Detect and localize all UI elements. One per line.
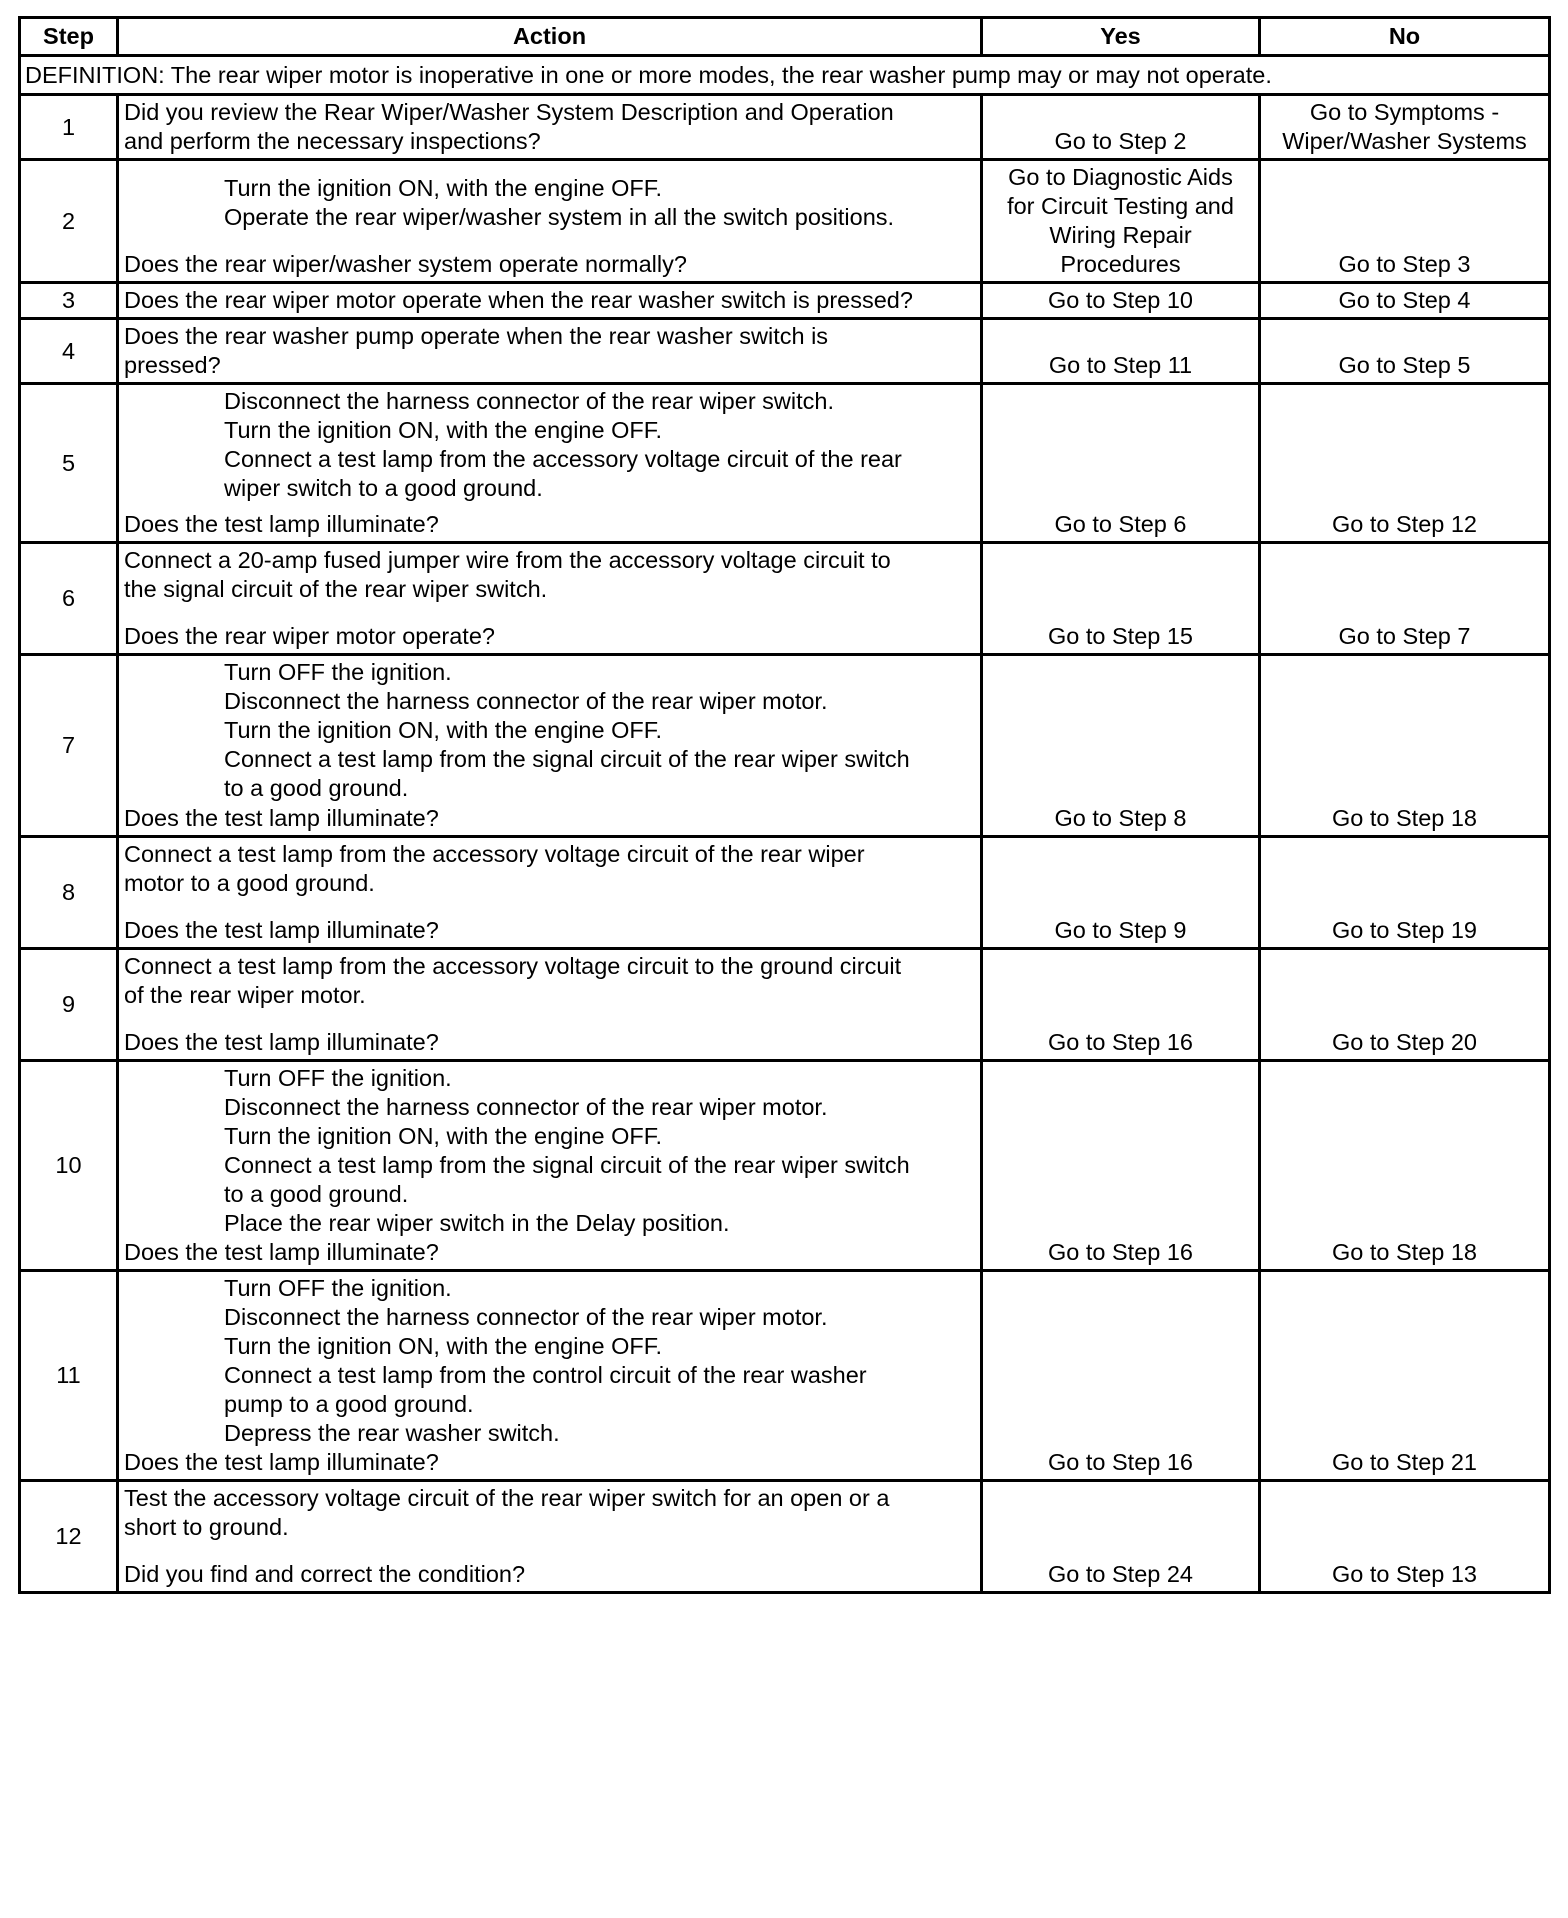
action-cell <box>118 655 982 837</box>
action-intro-line: motor to a good ground. <box>124 870 375 896</box>
yes-outcome-line: Go to Step 16 <box>1047 1449 1194 1475</box>
header-step: Step <box>20 18 118 56</box>
action-instruction-line: Disconnect the harness connector of the rear wiper motor. <box>224 688 828 714</box>
action-instruction-line: wiper switch to a good ground. <box>224 475 543 501</box>
no-cell <box>1260 319 1550 384</box>
table-row <box>20 384 1550 543</box>
table-row <box>20 1481 1550 1593</box>
yes-cell <box>982 319 1260 384</box>
yes-cell <box>982 837 1260 949</box>
table-row <box>20 655 1550 837</box>
action-instruction-line: Disconnect the harness connector of the rear wiper motor. <box>224 1094 828 1120</box>
yes-outcome-line: Go to Step 2 <box>1054 128 1187 154</box>
action-instruction-line: Disconnect the harness connector of the rear wiper motor. <box>224 1304 828 1330</box>
action-instruction-line: Turn the ignition ON, with the engine OFF. <box>224 717 663 743</box>
action-instruction-line: Depress the rear washer switch. <box>224 1420 560 1446</box>
action-intro-line: Connect a 20-amp fused jumper wire from the accessory voltage circuit to <box>124 547 891 573</box>
yes-cell <box>982 543 1260 655</box>
action-intro-line: the signal circuit of the rear wiper switch. <box>124 576 548 602</box>
action-instruction-line: Disconnect the harness connector of the rear wiper switch. <box>224 388 834 414</box>
action-instruction-line: Turn OFF the ignition. <box>224 1065 452 1091</box>
yes-cell <box>982 1481 1260 1593</box>
no-outcome-line: Go to Step 7 <box>1338 623 1471 649</box>
yes-cell <box>982 1061 1260 1271</box>
no-outcome-line: Go to Symptoms - <box>1309 99 1500 125</box>
header-yes: Yes <box>982 18 1260 56</box>
step-number: 4 <box>20 319 118 384</box>
step-number: 6 <box>20 543 118 655</box>
yes-cell <box>982 384 1260 543</box>
action-question: Does the rear wiper motor operate? <box>124 623 495 649</box>
action-question: Does the test lamp illuminate? <box>124 917 439 943</box>
action-question: Does the test lamp illuminate? <box>124 1449 439 1475</box>
no-outcome-line: Go to Step 12 <box>1331 511 1478 537</box>
yes-outcome-line: Go to Diagnostic Aids <box>1008 164 1233 190</box>
action-intro-line: of the rear wiper motor. <box>124 982 366 1008</box>
action-instruction-line: to a good ground. <box>224 775 409 801</box>
step-number: 5 <box>20 384 118 543</box>
table-row <box>20 319 1550 384</box>
action-question: Does the test lamp illuminate? <box>124 511 439 537</box>
action-question: Does the rear wiper motor operate when the rear washer switch is pressed? <box>124 287 913 313</box>
yes-outcome-line: Go to Step 10 <box>1047 287 1194 313</box>
table-row <box>20 543 1550 655</box>
no-outcome-line: Go to Step 3 <box>1338 251 1471 277</box>
no-outcome-line: Go to Step 20 <box>1331 1029 1478 1055</box>
yes-outcome-line: for Circuit Testing and <box>1007 193 1234 219</box>
table-row <box>20 95 1550 160</box>
action-cell <box>118 1061 982 1271</box>
action-instruction-line: Turn the ignition ON, with the engine OFF. <box>224 1333 663 1359</box>
action-instruction-line: pump to a good ground. <box>224 1391 474 1417</box>
step-number: 10 <box>20 1061 118 1271</box>
step-number: 12 <box>20 1481 118 1593</box>
step-number: 1 <box>20 95 118 160</box>
action-cell <box>118 319 982 384</box>
table-row <box>20 837 1550 949</box>
action-instruction-line: to a good ground. <box>224 1181 409 1207</box>
action-instruction-line: Turn the ignition ON, with the engine OFF. <box>224 175 663 201</box>
step-number: 9 <box>20 949 118 1061</box>
no-cell <box>1260 384 1550 543</box>
header-row <box>20 18 1550 56</box>
no-cell <box>1260 283 1550 319</box>
action-cell <box>118 283 982 319</box>
table-row <box>20 1271 1550 1481</box>
step-number: 3 <box>20 283 118 319</box>
yes-outcome-line: Go to Step 16 <box>1047 1029 1194 1055</box>
action-intro-line: and perform the necessary inspections? <box>124 128 541 154</box>
yes-cell <box>982 160 1260 283</box>
action-instruction-line: Operate the rear wiper/washer system in all the switch positions. <box>224 204 895 230</box>
diagnostic-table <box>18 16 1551 1594</box>
action-instruction-line: Turn OFF the ignition. <box>224 659 452 685</box>
step-number: 11 <box>20 1271 118 1481</box>
definition-row <box>20 56 1550 95</box>
action-instruction-line: Place the rear wiper switch in the Delay position. <box>224 1210 730 1236</box>
action-instruction-line: Turn OFF the ignition. <box>224 1275 452 1301</box>
step-number: 7 <box>20 655 118 837</box>
no-outcome-line: Go to Step 5 <box>1338 352 1471 378</box>
action-instruction-line: Connect a test lamp from the control circuit of the rear washer <box>224 1362 867 1388</box>
table-row <box>20 160 1550 283</box>
action-instruction-line: Turn the ignition ON, with the engine OFF. <box>224 1123 663 1149</box>
no-outcome-line: Go to Step 13 <box>1331 1561 1478 1587</box>
yes-outcome-line: Procedures <box>1060 251 1181 277</box>
yes-cell <box>982 1271 1260 1481</box>
definition-text: DEFINITION: The rear wiper motor is inoperative in one or more modes, the rear washer pump may or may not operate. <box>20 56 1550 95</box>
diagnostic-table-container <box>18 16 1548 1594</box>
no-cell <box>1260 1481 1550 1593</box>
action-cell <box>118 1271 982 1481</box>
action-cell <box>118 160 982 283</box>
action-instruction-line: Connect a test lamp from the accessory voltage circuit of the rear <box>224 446 902 472</box>
action-cell <box>118 1481 982 1593</box>
action-instruction-line: Turn the ignition ON, with the engine OFF. <box>224 417 663 443</box>
no-outcome-line: Go to Step 21 <box>1331 1449 1478 1475</box>
action-cell <box>118 95 982 160</box>
action-cell <box>118 949 982 1061</box>
no-outcome-line: Go to Step 4 <box>1338 287 1471 313</box>
header-no: No <box>1260 18 1550 56</box>
table-row <box>20 283 1550 319</box>
action-cell <box>118 837 982 949</box>
no-cell <box>1260 655 1550 837</box>
action-question: Does the test lamp illuminate? <box>124 1239 439 1265</box>
action-intro-line: Connect a test lamp from the accessory voltage circuit to the ground circuit <box>124 953 902 979</box>
no-outcome-line: Wiper/Washer Systems <box>1282 128 1527 154</box>
action-intro-line: Does the rear washer pump operate when the rear washer switch is <box>124 323 829 349</box>
no-outcome-line: Go to Step 18 <box>1331 1239 1478 1265</box>
yes-outcome-line: Go to Step 15 <box>1047 623 1194 649</box>
yes-outcome-line: Go to Step 8 <box>1054 805 1187 831</box>
no-cell <box>1260 95 1550 160</box>
action-instruction-line: Connect a test lamp from the signal circuit of the rear wiper switch <box>224 746 910 772</box>
step-number: 2 <box>20 160 118 283</box>
action-intro-line: Test the accessory voltage circuit of the rear wiper switch for an open or a <box>124 1485 890 1511</box>
yes-outcome-line: Go to Step 24 <box>1047 1561 1194 1587</box>
yes-outcome-line: Go to Step 11 <box>1048 352 1193 378</box>
yes-cell <box>982 655 1260 837</box>
no-cell <box>1260 1271 1550 1481</box>
action-question: Does the test lamp illuminate? <box>124 1029 439 1055</box>
action-question: Does the rear wiper/washer system operate normally? <box>124 251 687 277</box>
action-intro-line: pressed? <box>124 352 221 378</box>
no-cell <box>1260 160 1550 283</box>
table-row <box>20 949 1550 1061</box>
action-cell <box>118 384 982 543</box>
no-cell <box>1260 1061 1550 1271</box>
yes-cell <box>982 949 1260 1061</box>
no-cell <box>1260 949 1550 1061</box>
yes-cell <box>982 95 1260 160</box>
table-row <box>20 1061 1550 1271</box>
no-cell <box>1260 837 1550 949</box>
yes-outcome-line: Go to Step 9 <box>1054 917 1187 943</box>
action-intro-line: Connect a test lamp from the accessory voltage circuit of the rear wiper <box>124 841 865 867</box>
action-instruction-line: Connect a test lamp from the signal circuit of the rear wiper switch <box>224 1152 910 1178</box>
action-question: Does the test lamp illuminate? <box>124 805 439 831</box>
yes-outcome-line: Go to Step 16 <box>1047 1239 1194 1265</box>
no-cell <box>1260 543 1550 655</box>
action-cell <box>118 543 982 655</box>
action-question: Did you find and correct the condition? <box>124 1561 526 1587</box>
header-action: Action <box>118 18 982 56</box>
yes-outcome-line: Wiring Repair <box>1049 222 1192 248</box>
action-intro-line: Did you review the Rear Wiper/Washer System Description and Operation <box>124 99 894 125</box>
no-outcome-line: Go to Step 19 <box>1331 917 1478 943</box>
yes-cell <box>982 283 1260 319</box>
yes-outcome-line: Go to Step 6 <box>1054 511 1187 537</box>
action-intro-line: short to ground. <box>124 1514 289 1540</box>
no-outcome-line: Go to Step 18 <box>1331 805 1478 831</box>
step-number: 8 <box>20 837 118 949</box>
